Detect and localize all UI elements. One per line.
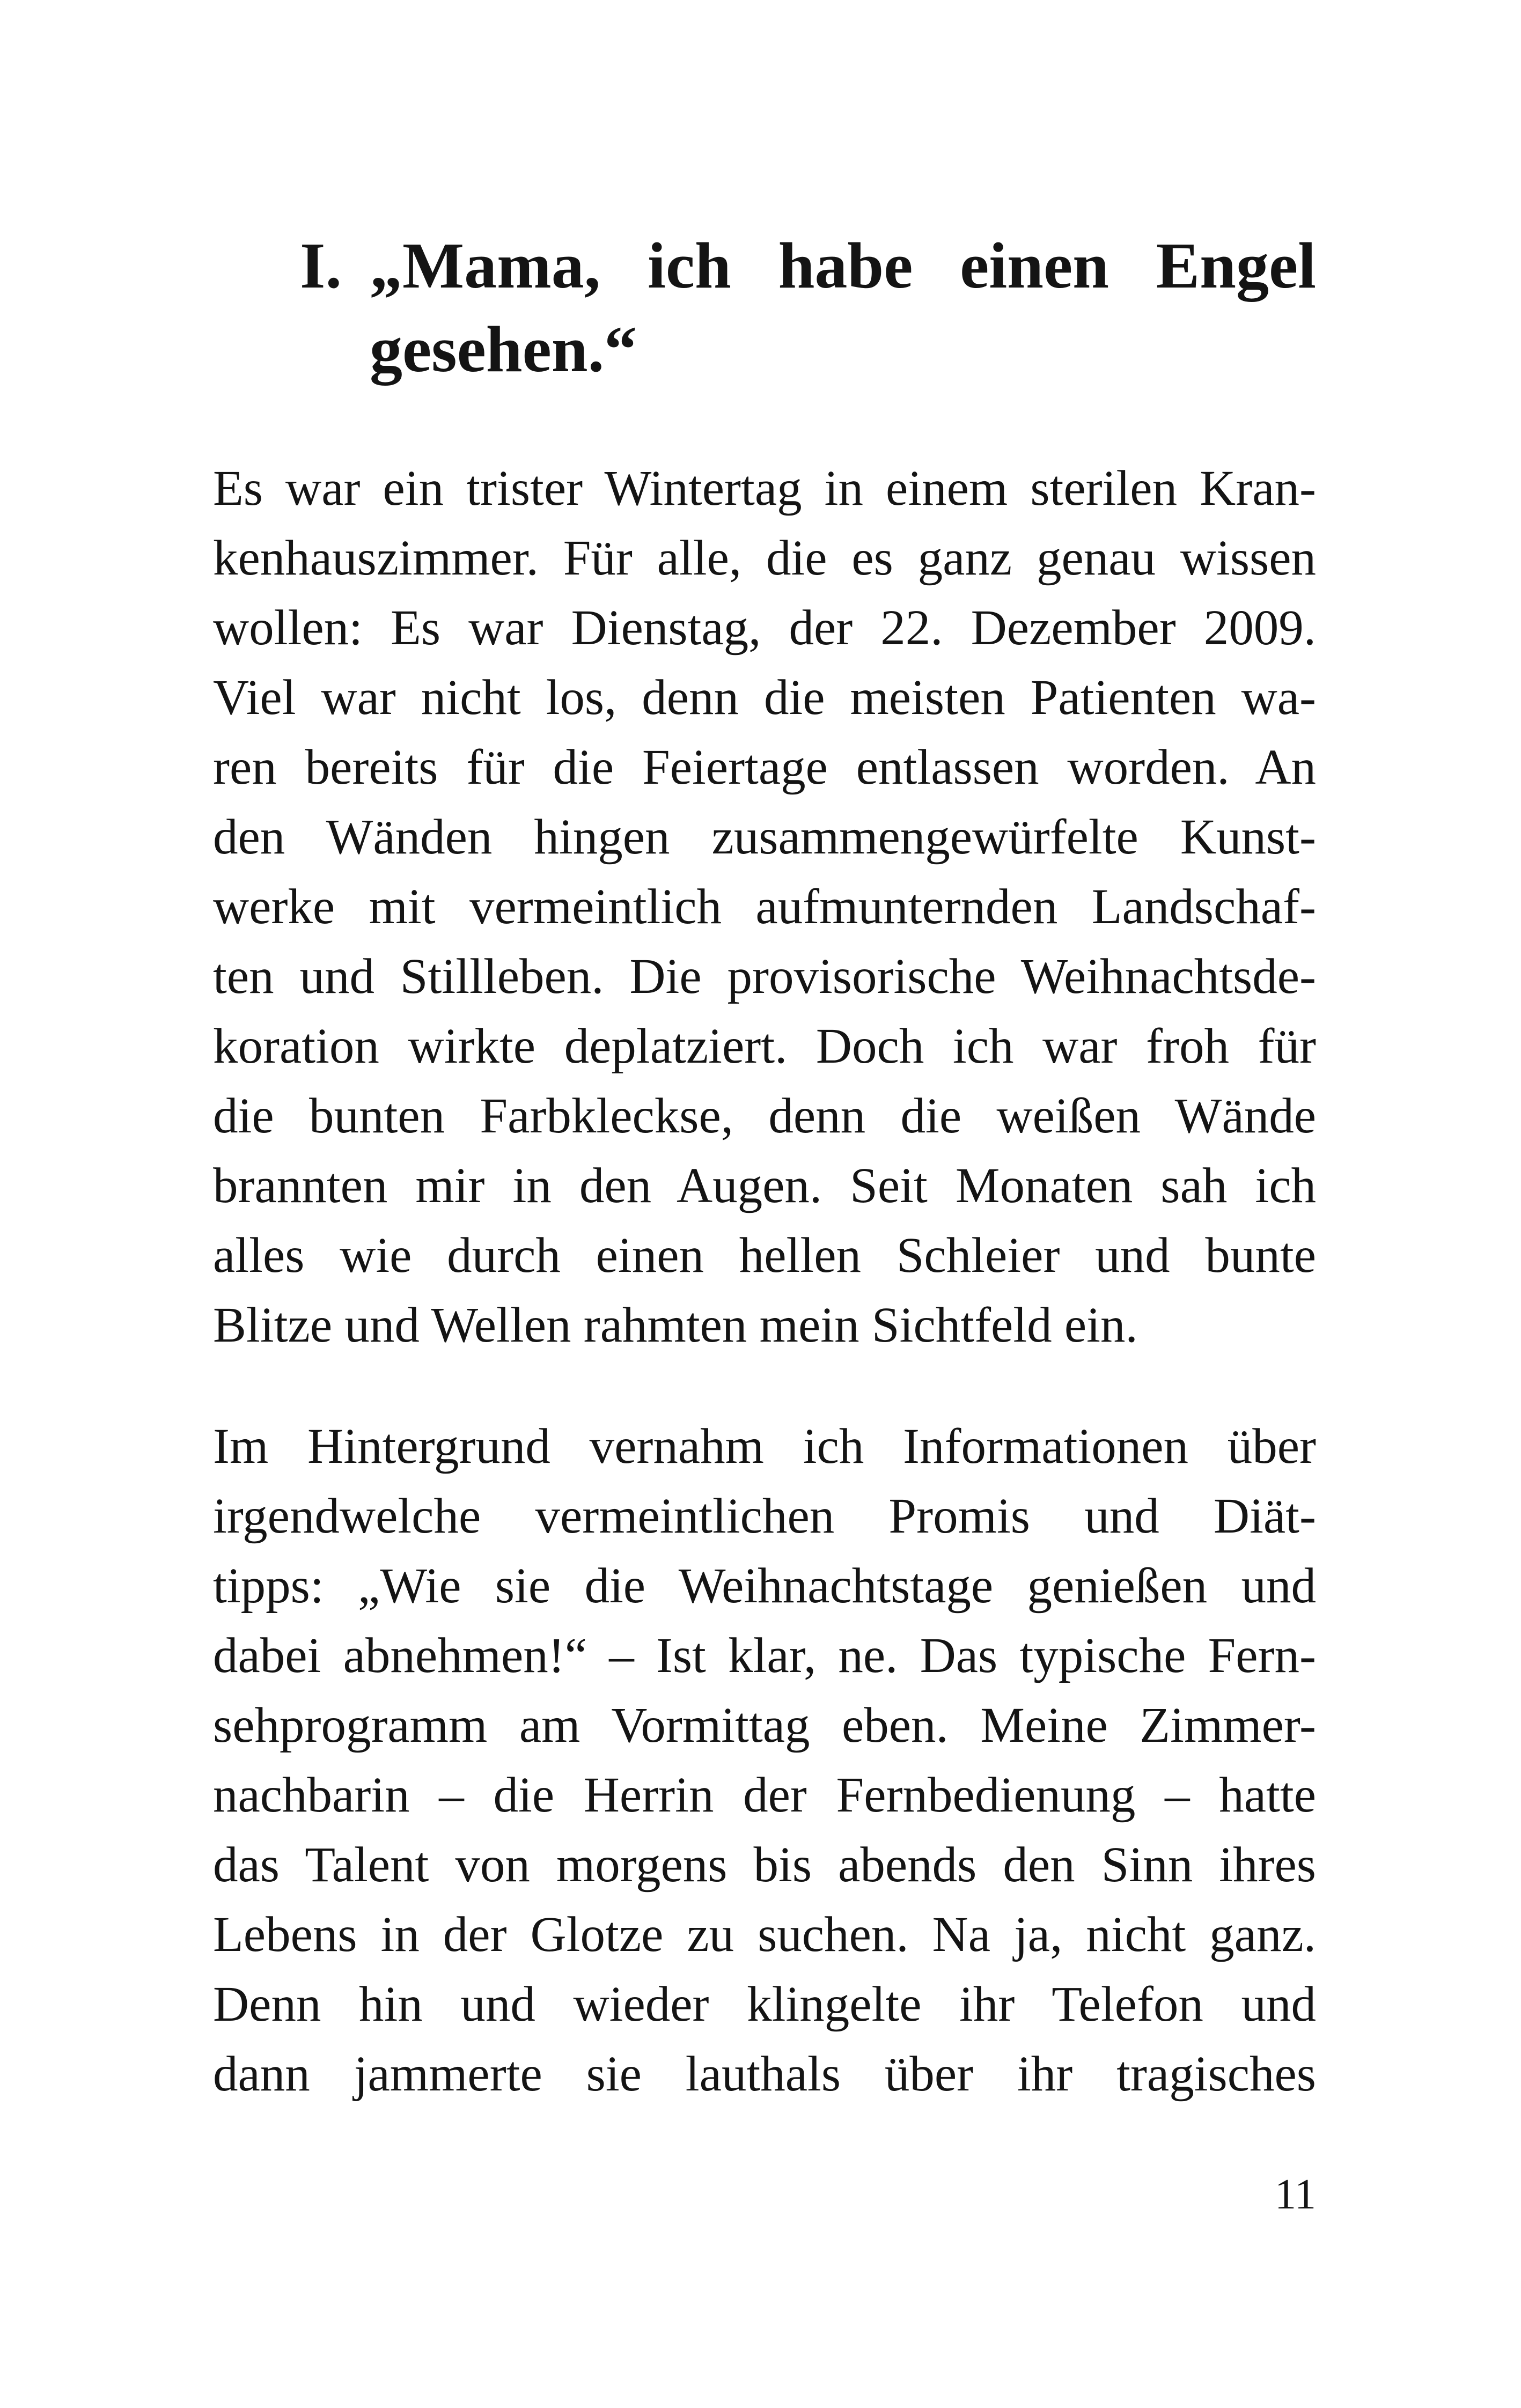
text-line: Denn hin und wieder klingelte ihr Telefon und	[213, 1977, 1316, 2032]
text-line: den Wänden hingen zusammengewürfelte Kunst-	[213, 809, 1316, 865]
text-line: brannten mir in den Augen. Seit Monaten sah ich	[213, 1158, 1316, 1213]
text-line: ren bereits für die Feiertage entlassen worden. An	[213, 740, 1316, 795]
text-line: sehprogramm am Vormittag eben. Meine Zimmer-	[213, 1698, 1316, 1753]
text-line: dabei abnehmen!“ – Ist klar, ne. Das typische Fern-	[213, 1628, 1316, 1683]
text-line: alles wie durch einen hellen Schleier und bunte	[213, 1228, 1316, 1283]
chapter-title-line: „Mama, ich habe einen Engel	[370, 230, 1316, 302]
page-number: 11	[1274, 2171, 1316, 2218]
text-line: ten und Stillleben. Die provisorische Weihnachtsde-	[213, 949, 1316, 1004]
chapter-title-line: gesehen.“	[370, 313, 637, 386]
text-line: Lebens in der Glotze zu suchen. Na ja, nicht ganz.	[213, 1907, 1316, 1962]
text-line: nachbarin – die Herrin der Fernbedienung – hatte	[213, 1768, 1316, 1823]
text-line: irgendwelche vermeintlichen Promis und Diät-	[213, 1489, 1316, 1544]
text-line: dann jammerte sie lauthals über ihr tragisches	[213, 2046, 1316, 2102]
text-line: Im Hintergrund vernahm ich Informationen über	[213, 1419, 1316, 1474]
paragraph	[213, 454, 1316, 1360]
text-line: werke mit vermeintlich aufmunternden Landschaf-	[213, 879, 1316, 934]
text-line: tipps: „Wie sie die Weihnachtstage genießen und	[213, 1558, 1316, 1614]
paragraph	[213, 1412, 1316, 2109]
text-line: kenhauszimmer. Für alle, die es ganz genau wissen	[213, 531, 1316, 586]
text-line: koration wirkte deplatziert. Doch ich war froh für	[213, 1019, 1316, 1074]
text-line: das Talent von morgens bis abends den Sinn ihres	[213, 1837, 1316, 1892]
text-line: wollen: Es war Dienstag, der 22. Dezember 2009.	[213, 600, 1316, 656]
text-line: Blitze und Wellen rahmten mein Sichtfeld ein.	[213, 1298, 1138, 1353]
text-line: Es war ein trister Wintertag in einem sterilen Kran-	[213, 461, 1316, 516]
text-line: die bunten Farbkleckse, denn die weißen Wände	[213, 1088, 1316, 1144]
chapter-number: I.	[300, 230, 342, 302]
chapter-heading	[370, 224, 1316, 392]
text-line: Viel war nicht los, denn die meisten Patienten wa-	[213, 670, 1316, 725]
